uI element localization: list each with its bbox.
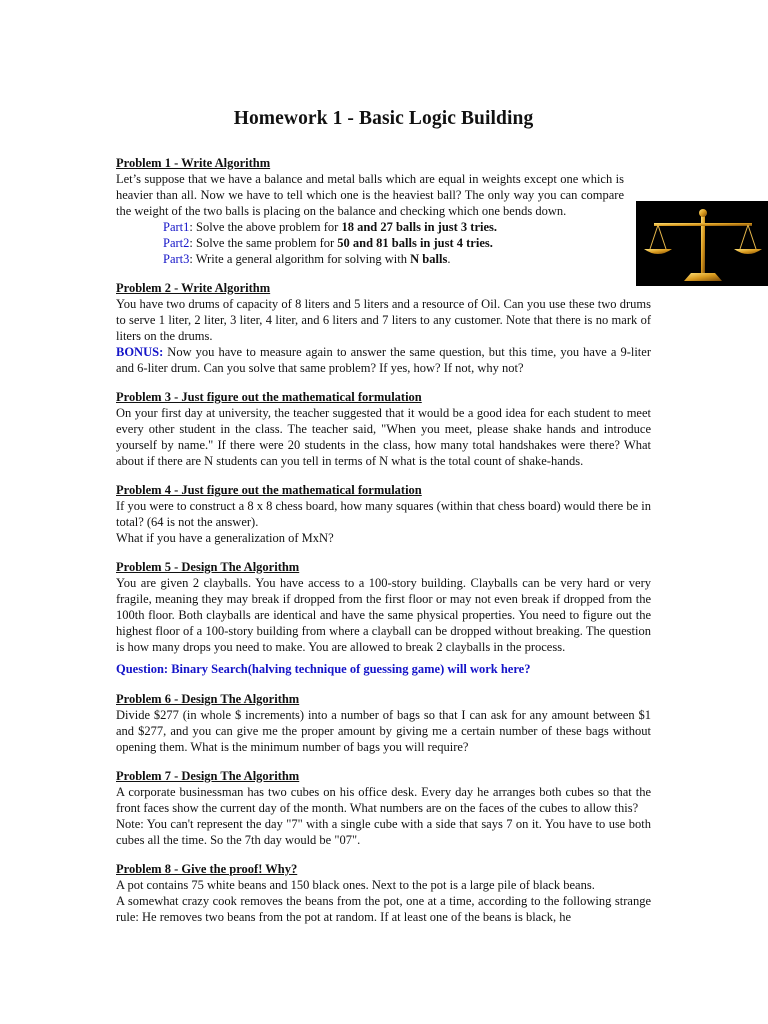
problem-4-heading: Problem 4 - Just figure out the mathematical formulation xyxy=(116,483,422,497)
problem-8-heading: Problem 8 - Give the proof! Why? xyxy=(116,862,298,876)
problem-1-part2 xyxy=(116,235,651,251)
problem-6-text: Divide $277 (in whole $ increments) into a number of bags so that I can ask for any amount between $1 and $277, and you can give me the proper amount by giving me a certain number of these bags without opening them. What is the minimum number of bags you will require? xyxy=(116,708,651,754)
problem-8-text2: A somewhat crazy cook removes the beans from the pot, one at a time, according to the following strange rule: He removes two beans from the pot at random. If at least one of the beans is black, he xyxy=(116,894,651,924)
balance-scale-icon xyxy=(636,201,768,286)
problem-6 xyxy=(116,691,651,755)
part3-label: Part3 xyxy=(163,252,190,266)
problem-4-text2: What if you have a generalization of MxN? xyxy=(116,531,334,545)
part3-post: . xyxy=(447,252,451,266)
problem-1-part1 xyxy=(116,219,651,235)
bonus-label: BONUS: xyxy=(116,345,164,359)
problem-2 xyxy=(116,280,651,376)
problem-7-heading: Problem 7 - Design The Algorithm xyxy=(116,769,300,783)
problem-2-heading: Problem 2 - Write Algorithm xyxy=(116,281,271,295)
problem-3 xyxy=(116,389,651,469)
problem-8-text: A pot contains 75 white beans and 150 black ones. Next to the pot is a large pile of black beans. xyxy=(116,878,595,892)
document-title: Homework 1 - Basic Logic Building xyxy=(233,108,534,129)
problem-5-text: You are given 2 clayballs. You have access to a 100-story building. Clayballs can be very hard or very fragile, meaning they may break if dropped from the first floor or may not even break if dropped from the 100th floor. Both clayballs are identical and have the same physical properties. You need to figure out the highest floor of a 100-story building from where a clayball can be dropped without breaking. The question is how many drops you need to make. You are allowed to break 2 clayballs in the process. xyxy=(116,576,651,654)
part1-bold: 18 and 27 balls in just 3 tries. xyxy=(341,220,498,234)
problem-7-text: A corporate businessman has two cubes on his office desk. Every day he arranges both cubes so that the front faces show the current day of the month. What numbers are on the faces of the cubes to allow this? xyxy=(116,785,651,815)
problem-6-heading: Problem 6 - Design The Algorithm xyxy=(116,692,300,706)
problem-5-heading: Problem 5 - Design The Algorithm xyxy=(116,560,300,574)
problem-2-text: You have two drums of capacity of 8 liters and 5 liters and a resource of Oil. Can you use these two drums to serve 1 liter, 2 liter, 3 liter, 4 liter, and 6 liters and 7 liters to any customer. Note that there is no mark of liters on the drums. xyxy=(116,297,651,343)
problem-1-part3 xyxy=(116,251,651,267)
part1-label: Part1 xyxy=(163,220,190,234)
part2-label: Part2 xyxy=(163,236,190,250)
problem-2-bonus xyxy=(116,344,651,376)
part3-bold: N balls xyxy=(410,252,448,266)
problem-3-heading: Problem 3 - Just figure out the mathematical formulation xyxy=(116,390,422,404)
problem-8 xyxy=(116,861,651,925)
problem-7 xyxy=(116,768,651,848)
bonus-text: Now you have to measure again to answer the same question, but this time, you have a 9-liter and 6-liter drum. Can you solve that same problem? If yes, how? If not, why not? xyxy=(116,345,651,375)
problem-1 xyxy=(116,155,651,267)
problem-7-text2: Note: You can't represent the day "7" with a single cube with a side that says 7 on it. You have to use both cubes all the time. So the 7th day would be "07". xyxy=(116,817,651,847)
problem-4 xyxy=(116,482,651,546)
problem-1-heading: Problem 1 - Write Algorithm xyxy=(116,156,271,170)
problem-3-text: On your first day at university, the teacher suggested that it would be a good idea for each student to meet every other student in the class. The teacher said, "When you meet, please shake hands and introduce yourself by name." If there were 20 students in the class, how many total handshakes were there? What about if there are N students can you tell in terms of N what is the total count of shake-hands. xyxy=(116,406,651,468)
problem-4-text: If you were to construct a 8 x 8 chess board, how many squares (within that chess board) would there be in total? (64 is not the answer). xyxy=(116,499,651,529)
problem-5 xyxy=(116,559,651,655)
problem-1-text: Let’s suppose that we have a balance and metal balls which are equal in weights except one which is heavier than all. Now we have to tell which one is the heaviest ball? The only way you can compare the weight of the two balls is placing on the balance and checking which one bends down. xyxy=(116,172,624,218)
document-page xyxy=(116,108,651,938)
part2-bold: 50 and 81 balls in just 4 tries. xyxy=(337,236,493,250)
part3-text: : Write a general algorithm for solving with xyxy=(189,252,411,266)
part1-text: : Solve the above problem for xyxy=(189,220,342,234)
problem-5-question: Question: Binary Search(halving technique of guessing game) will work here? xyxy=(116,662,531,676)
part2-text: : Solve the same problem for xyxy=(189,236,338,250)
